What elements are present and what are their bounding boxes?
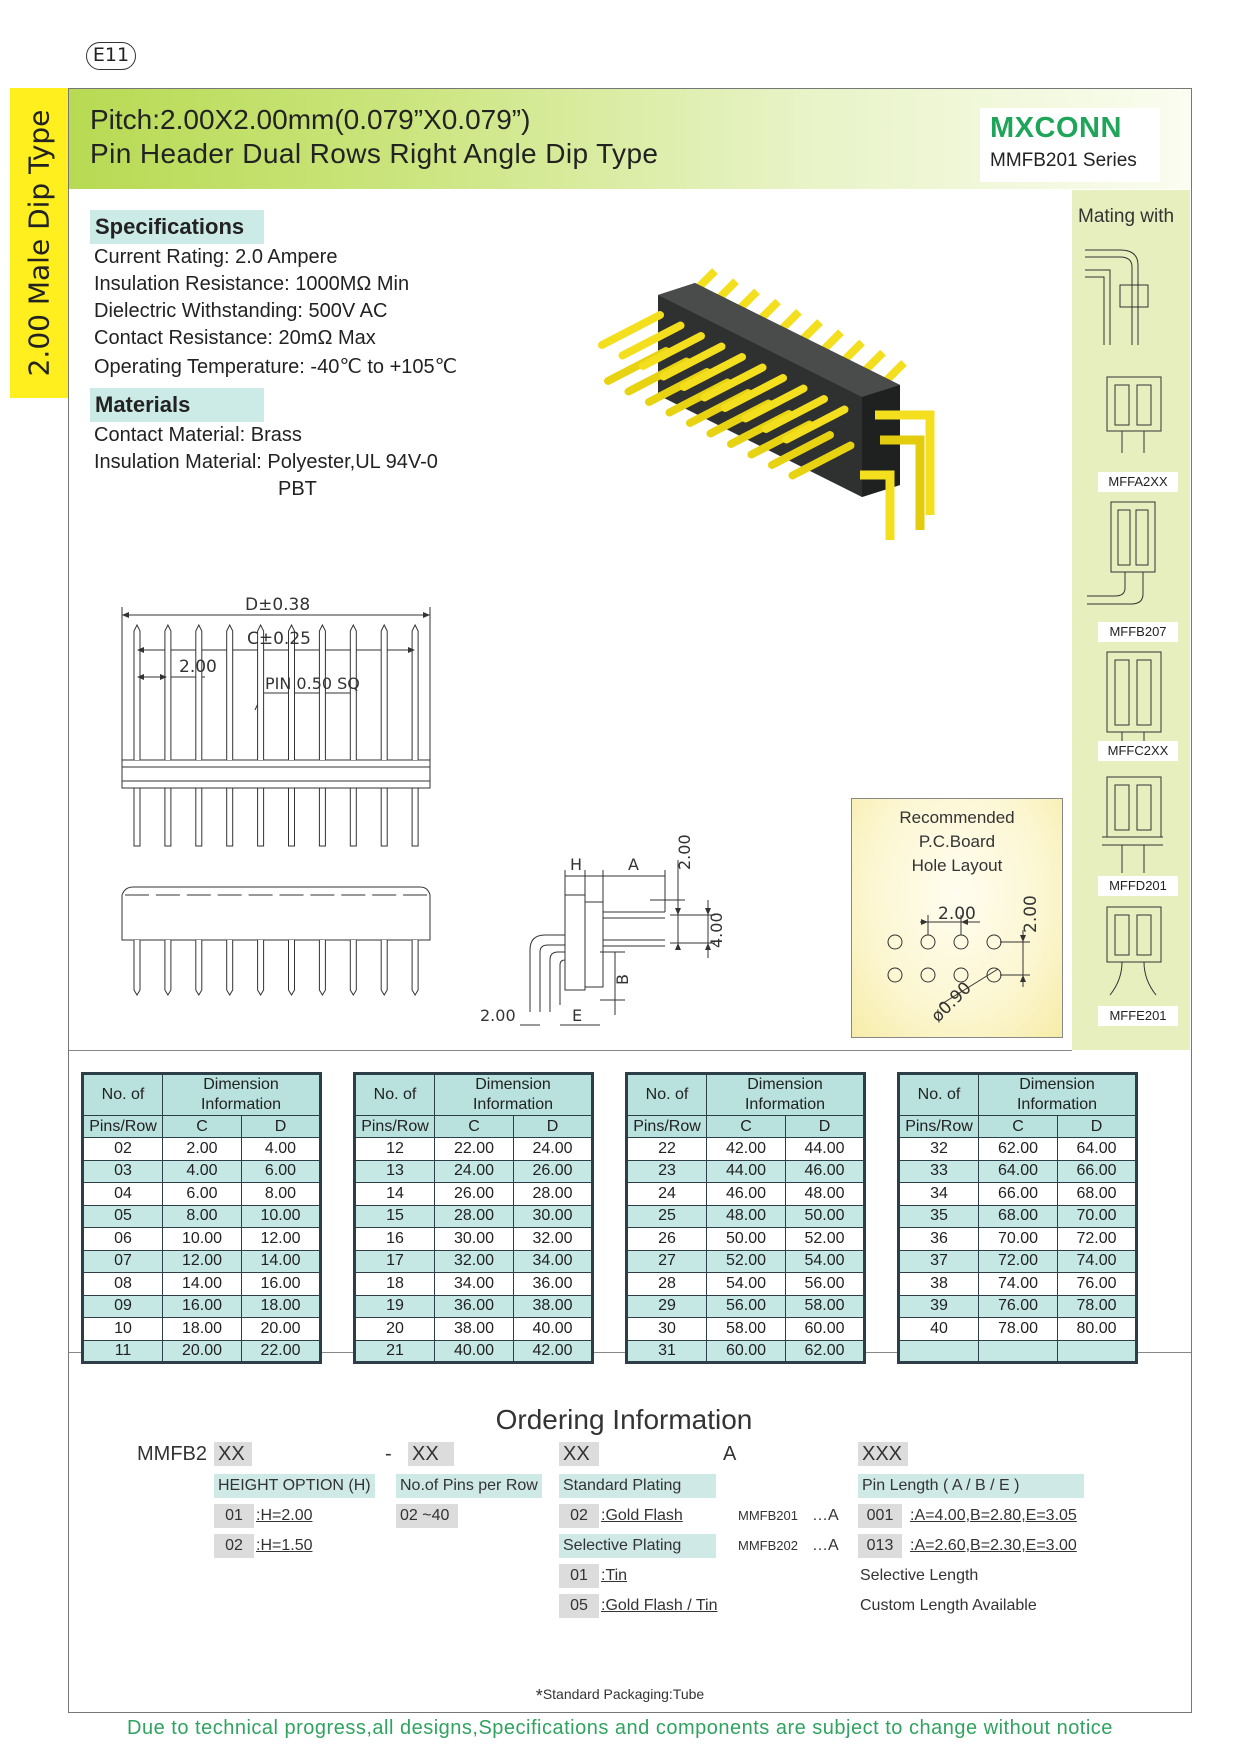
series-suffix: …A (812, 1507, 839, 1524)
table-cell: 11 (83, 1340, 163, 1363)
table-cell: 38.00 (435, 1318, 514, 1341)
selective-plating-value: :Gold Flash / Tin (601, 1597, 718, 1614)
table-cell: 16 (355, 1228, 435, 1251)
code-pins: XX (408, 1442, 454, 1466)
side-200-top-label: 2.00 (675, 834, 694, 870)
drawing-pin (412, 625, 418, 760)
table-cell: 8.00 (242, 1183, 321, 1206)
table-row (627, 1183, 865, 1206)
col-header-dimension: Dimension Information (707, 1074, 865, 1116)
table-cell: 50.00 (786, 1205, 865, 1228)
ordering-title: Ordering Information (495, 1404, 753, 1435)
part-prefix: MMFB2 (137, 1443, 207, 1465)
drawing-pin (258, 940, 264, 995)
pcb-pitch-x: 2.00 (938, 904, 976, 924)
material-line: Contact Material: Brass (94, 424, 302, 446)
drawing-pin (165, 940, 171, 995)
table-cell: 48.00 (786, 1183, 865, 1206)
table-cell: 74.00 (979, 1273, 1058, 1296)
table-cell: 60.00 (707, 1340, 786, 1363)
custom-length-text: Custom Length Available (860, 1597, 1037, 1614)
table-cell: 14.00 (163, 1273, 242, 1296)
pitch-label: 2.00 (179, 657, 217, 677)
height-option-value: :H=2.00 (256, 1507, 313, 1524)
table-cell: 42.00 (514, 1340, 593, 1363)
table-row (83, 1295, 321, 1318)
table-row (899, 1160, 1137, 1183)
col-header-count: No. of (627, 1074, 707, 1116)
table-cell: 18.00 (163, 1318, 242, 1341)
table-cell: 25 (627, 1205, 707, 1228)
table-cell: 12.00 (242, 1228, 321, 1251)
drawing-pin-tail (319, 788, 325, 846)
spec-line: Dielectric Withstanding: 500V AC (94, 300, 388, 322)
table-cell: 48.00 (707, 1205, 786, 1228)
selective-length-text: Selective Length (860, 1567, 979, 1584)
col-header-d: D (786, 1116, 865, 1138)
drawing-pin-tail (412, 788, 418, 846)
table-cell: 22.00 (435, 1138, 514, 1161)
table-cell: 76.00 (979, 1295, 1058, 1318)
table-row (899, 1183, 1137, 1206)
code-plating: XX (559, 1442, 599, 1466)
table-cell: 13 (355, 1160, 435, 1183)
table-cell: 54.00 (707, 1273, 786, 1296)
pcb-pitch-y: 2.00 (1021, 895, 1041, 933)
series-name: MMFB202 (738, 1538, 798, 1553)
front-view-drawing (115, 595, 445, 1000)
table-cell: 07 (83, 1250, 163, 1273)
standard-plating-label: Standard Plating (559, 1474, 716, 1498)
materials-heading: Materials (90, 388, 264, 422)
table-row (355, 1160, 593, 1183)
drawing-pin-tail (165, 788, 171, 846)
table-cell: 40.00 (435, 1340, 514, 1363)
table-cell: 68.00 (979, 1205, 1058, 1228)
table-cell: 09 (83, 1295, 163, 1318)
col-header-count: No. of (899, 1074, 979, 1116)
mating-drawing-header (1080, 235, 1180, 355)
selective-plating-label: Selective Plating (559, 1534, 716, 1558)
dimension-table-4 (897, 1072, 1138, 1364)
table-row (83, 1228, 321, 1251)
table-cell: 36.00 (435, 1295, 514, 1318)
table-cell: 16.00 (242, 1273, 321, 1296)
standard-plating-value: :Gold Flash (601, 1507, 683, 1524)
table-cell: 28 (627, 1273, 707, 1296)
table-cell: 18.00 (242, 1295, 321, 1318)
drawing-pin-tail (350, 788, 356, 846)
pcb-hole-diagram (870, 885, 1050, 1035)
height-option-code: 02 (214, 1534, 254, 1558)
table-cell: 36.00 (514, 1273, 593, 1296)
drawing-pin (319, 940, 325, 995)
page-code: E11 (86, 42, 136, 70)
header-title-line2: Pin Header Dual Rows Right Angle Dip Type (90, 138, 659, 169)
table-cell: 58.00 (707, 1318, 786, 1341)
dimension-table-2 (353, 1072, 594, 1364)
table-row (355, 1228, 593, 1251)
mating-label-mffd201: MFFD201 (1098, 876, 1178, 896)
drawing-pin (381, 625, 387, 760)
table-cell: 70.00 (979, 1228, 1058, 1251)
series-suffix: …A (812, 1537, 839, 1554)
table-cell: 28.00 (435, 1205, 514, 1228)
table-cell: 34 (899, 1183, 979, 1206)
drawing-pin-tail (134, 788, 140, 846)
table-cell: 50.00 (707, 1228, 786, 1251)
drawing-pin (412, 940, 418, 995)
table-cell: 26.00 (435, 1183, 514, 1206)
table-cell: 21 (355, 1340, 435, 1363)
mating-label-mffb207: MFFB207 (1098, 622, 1178, 642)
mating-title: Mating with (1078, 206, 1175, 227)
table-cell: 18 (355, 1273, 435, 1296)
table-row (83, 1138, 321, 1161)
pin-length-label: Pin Length ( A / B / E ) (858, 1474, 1084, 1498)
height-option-code: 01 (214, 1504, 254, 1528)
dimension-table-3 (625, 1072, 866, 1364)
drawing-pin (134, 625, 140, 760)
table-cell: 74.00 (1058, 1250, 1137, 1273)
mating-drawing-mffe201 (1100, 905, 1165, 1000)
table-cell: 17 (355, 1250, 435, 1273)
table-cell: 46.00 (707, 1183, 786, 1206)
table-cell: 30.00 (435, 1228, 514, 1251)
series-name: MMFB201 (738, 1508, 798, 1523)
table-row (627, 1273, 865, 1296)
table-cell: 30.00 (514, 1205, 593, 1228)
mating-label-mffc2xx: MFFC2XX (1098, 741, 1178, 761)
table-row (83, 1340, 321, 1363)
table-row (83, 1318, 321, 1341)
table-row (899, 1273, 1137, 1296)
table-cell: 30 (627, 1318, 707, 1341)
code-pin-length: XXX (858, 1442, 908, 1466)
table-row (355, 1205, 593, 1228)
table-cell: 23 (627, 1160, 707, 1183)
table-cell: 38.00 (514, 1295, 593, 1318)
col-header-d: D (514, 1116, 593, 1138)
table-cell: 78.00 (1058, 1295, 1137, 1318)
table-row (627, 1138, 865, 1161)
col-header-c: C (979, 1116, 1058, 1138)
table-cell: 68.00 (1058, 1183, 1137, 1206)
height-option-label: HEIGHT OPTION (H) (214, 1474, 375, 1498)
table-cell: 10 (83, 1318, 163, 1341)
table-cell: 6.00 (163, 1183, 242, 1206)
table-cell: 26.00 (514, 1160, 593, 1183)
table-cell: 34.00 (435, 1273, 514, 1296)
mating-drawing-mffd201 (1100, 775, 1165, 875)
table-row (83, 1183, 321, 1206)
table-cell: 54.00 (786, 1250, 865, 1273)
table-cell: 80.00 (1058, 1318, 1137, 1341)
table-cell: 35 (899, 1205, 979, 1228)
mating-drawing-mffa2xx (1105, 375, 1165, 455)
table-row (83, 1250, 321, 1273)
table-row (83, 1160, 321, 1183)
col-header-dimension: Dimension Information (163, 1074, 321, 1116)
table-row (83, 1205, 321, 1228)
side-tab-label: 2.00 Male Dip Type (22, 109, 56, 377)
table-row (899, 1250, 1137, 1273)
dim-c-label: C±0.25 (247, 629, 311, 649)
table-row (355, 1183, 593, 1206)
mating-drawing-mffb207 (1085, 500, 1165, 610)
brand-series: MMFB201 Series (990, 150, 1137, 171)
pcb-hole-size: ø0.90 (927, 978, 976, 1027)
table-row (627, 1205, 865, 1228)
packaging-note (0, 1686, 1240, 1707)
table-cell: 60.00 (786, 1318, 865, 1341)
table-cell: 39 (899, 1295, 979, 1318)
col-header-pins-row: Pins/Row (627, 1116, 707, 1138)
specifications-heading: Specifications (90, 210, 264, 244)
table-row (355, 1295, 593, 1318)
packaging-mark: * (535, 1686, 543, 1706)
spec-line: Contact Resistance: 20mΩ Max (94, 327, 376, 349)
spec-line: Current Rating: 2.0 Ampere (94, 246, 338, 268)
side-200-bottom-label: 2.00 (480, 1006, 516, 1025)
table-cell: 44.00 (707, 1160, 786, 1183)
side-view-drawing (470, 834, 730, 1035)
drawing-pin (350, 940, 356, 995)
table-cell: 52.00 (707, 1250, 786, 1273)
col-header-count: No. of (83, 1074, 163, 1116)
table-cell: 20.00 (163, 1340, 242, 1363)
pin-size-label: PIN 0.50 SQ (265, 674, 360, 693)
table-cell: 31 (627, 1340, 707, 1363)
table-cell: 28.00 (514, 1183, 593, 1206)
table-cell: 38 (899, 1273, 979, 1296)
table-cell: 06 (83, 1228, 163, 1251)
table-cell: 15 (355, 1205, 435, 1228)
table-cell: 32 (899, 1138, 979, 1161)
brand-name: MXCONN (990, 112, 1122, 144)
drawing-pin (289, 940, 295, 995)
table-cell: 32.00 (435, 1250, 514, 1273)
side-400-label: 4.00 (707, 912, 726, 948)
table-cell: 72.00 (979, 1250, 1058, 1273)
table-row (627, 1160, 865, 1183)
table-cell: 16.00 (163, 1295, 242, 1318)
header-title-line1: Pitch:2.00X2.00mm(0.079”X0.079”) (90, 104, 531, 135)
standard-plating-code: 02 (559, 1504, 599, 1528)
mating-label-mffe201: MFFE201 (1098, 1006, 1178, 1026)
table-cell: 14 (355, 1183, 435, 1206)
table-cell: 19 (355, 1295, 435, 1318)
drawing-pin-tail (289, 788, 295, 846)
selective-plating-value: :Tin (601, 1567, 628, 1584)
col-header-pins-row: Pins/Row (83, 1116, 163, 1138)
table-cell: 62.00 (786, 1340, 865, 1363)
material-line: PBT (278, 478, 317, 500)
drawing-pin-tail (258, 788, 264, 846)
table-row (83, 1273, 321, 1296)
col-header-pins-row: Pins/Row (899, 1116, 979, 1138)
table-cell: 6.00 (242, 1160, 321, 1183)
selective-plating-code: 05 (559, 1594, 599, 1618)
table-row (627, 1250, 865, 1273)
table-cell: 52.00 (786, 1228, 865, 1251)
table-row (355, 1273, 593, 1296)
table-cell: 22 (627, 1138, 707, 1161)
col-header-pins-row: Pins/Row (355, 1116, 435, 1138)
table-row (627, 1228, 865, 1251)
table-cell: 05 (83, 1205, 163, 1228)
table-cell: 24 (627, 1183, 707, 1206)
table-row (899, 1295, 1137, 1318)
table-cell: 26 (627, 1228, 707, 1251)
drawing-pin (196, 940, 202, 995)
side-tab (10, 88, 68, 398)
height-option-value: :H=1.50 (256, 1537, 313, 1554)
table-row (627, 1295, 865, 1318)
product-render (600, 275, 1010, 555)
drawing-pin (381, 940, 387, 995)
table-cell: 2.00 (163, 1138, 242, 1161)
table-cell: 03 (83, 1160, 163, 1183)
table-cell: 36 (899, 1228, 979, 1251)
side-b-label: B (613, 974, 632, 985)
packaging-text: Standard Packaging:Tube (542, 1686, 705, 1702)
table-cell: 20.00 (242, 1318, 321, 1341)
drawing-pin (165, 625, 171, 760)
pin-length-code: 001 (858, 1504, 902, 1528)
col-header-d: D (242, 1116, 321, 1138)
table-cell: 08 (83, 1273, 163, 1296)
col-header-dimension: Dimension Information (979, 1074, 1137, 1116)
table-cell: 66.00 (979, 1183, 1058, 1206)
notice-footer: Due to technical progress,all designs,Specifications and components are subject to change without notice (127, 1717, 1113, 1739)
table-cell: 78.00 (979, 1318, 1058, 1341)
col-header-c: C (163, 1116, 242, 1138)
drawing-pin (227, 940, 233, 995)
dim-d-label: D±0.38 (245, 595, 311, 615)
table-cell: 24.00 (514, 1138, 593, 1161)
table-row (899, 1138, 1137, 1161)
side-e-label: E (572, 1006, 583, 1025)
table-cell: 58.00 (786, 1295, 865, 1318)
section-divider (69, 1050, 1072, 1051)
side-h-label: H (570, 855, 583, 874)
table-row (627, 1318, 865, 1341)
drawing-pin (134, 940, 140, 995)
table-cell (1058, 1340, 1137, 1363)
table-row (899, 1205, 1137, 1228)
table-row (899, 1318, 1137, 1341)
table-cell: 64.00 (979, 1160, 1058, 1183)
material-line: Insulation Material: Polyester,UL 94V-0 (94, 451, 438, 473)
drawing-pin (227, 625, 233, 760)
table-cell: 10.00 (163, 1228, 242, 1251)
table-cell: 62.00 (979, 1138, 1058, 1161)
table-cell: 22.00 (242, 1340, 321, 1363)
table-cell: 72.00 (1058, 1228, 1137, 1251)
table-cell: 8.00 (163, 1205, 242, 1228)
table-cell: 02 (83, 1138, 163, 1161)
table-cell: 10.00 (242, 1205, 321, 1228)
table-cell: 14.00 (242, 1250, 321, 1273)
spec-line: Operating Temperature: -40℃ to +105℃ (94, 356, 458, 378)
col-header-dimension: Dimension Information (435, 1074, 593, 1116)
table-cell: 40 (899, 1318, 979, 1341)
table-cell: 42.00 (707, 1138, 786, 1161)
table-cell: 40.00 (514, 1318, 593, 1341)
table-cell: 27 (627, 1250, 707, 1273)
table-cell: 64.00 (1058, 1138, 1137, 1161)
table-cell: 32.00 (514, 1228, 593, 1251)
table-row (899, 1228, 1137, 1251)
table-row (355, 1340, 593, 1363)
drawing-pin (196, 625, 202, 760)
pcb-title-line2: P.C.Board (918, 832, 996, 851)
table-cell: 66.00 (1058, 1160, 1137, 1183)
table-row (899, 1340, 1137, 1363)
pcb-title-line1: Recommended (899, 808, 1015, 827)
dimension-table-1 (81, 1072, 322, 1364)
table-cell: 29 (627, 1295, 707, 1318)
pin-length-value: :A=4.00,B=2.80,E=3.05 (910, 1507, 1077, 1524)
pins-per-row-label: No.of Pins per Row (396, 1474, 542, 1498)
col-header-c: C (435, 1116, 514, 1138)
table-row (355, 1318, 593, 1341)
pin-length-value: :A=2.60,B=2.30,E=3.00 (910, 1537, 1077, 1554)
table-cell: 20 (355, 1318, 435, 1341)
table-cell: 4.00 (163, 1160, 242, 1183)
col-header-c: C (707, 1116, 786, 1138)
mating-label-mffa2xx: MFFA2XX (1098, 472, 1178, 492)
table-cell: 56.00 (786, 1273, 865, 1296)
drawing-pin-tail (196, 788, 202, 846)
table-row (627, 1340, 865, 1363)
mating-drawing-mffc2xx (1105, 650, 1165, 745)
spec-line: Insulation Resistance: 1000MΩ Min (94, 273, 410, 295)
table-cell: 70.00 (1058, 1205, 1137, 1228)
table-cell: 24.00 (435, 1160, 514, 1183)
selective-plating-code: 01 (559, 1564, 599, 1588)
col-header-count: No. of (355, 1074, 435, 1116)
table-cell: 12 (355, 1138, 435, 1161)
table-cell: 56.00 (707, 1295, 786, 1318)
table-cell: 44.00 (786, 1138, 865, 1161)
code-dash: - (385, 1443, 392, 1465)
pins-per-row-range: 02 ~40 (396, 1504, 458, 1528)
code-series-suffix: A (723, 1443, 737, 1465)
table-cell: 46.00 (786, 1160, 865, 1183)
pin-length-code: 013 (858, 1534, 902, 1558)
table-cell: 76.00 (1058, 1273, 1137, 1296)
col-header-d: D (1058, 1116, 1137, 1138)
table-cell: 4.00 (242, 1138, 321, 1161)
table-cell (899, 1340, 979, 1363)
table-row (355, 1138, 593, 1161)
code-height: XX (214, 1442, 252, 1466)
drawing-pin-tail (227, 788, 233, 846)
table-cell (979, 1340, 1058, 1363)
drawing-pin-tail (381, 788, 387, 846)
side-a-label: A (628, 855, 639, 874)
table-cell: 34.00 (514, 1250, 593, 1273)
table-cell: 04 (83, 1183, 163, 1206)
table-cell: 37 (899, 1250, 979, 1273)
table-cell: 33 (899, 1160, 979, 1183)
table-row (355, 1250, 593, 1273)
table-cell: 12.00 (163, 1250, 242, 1273)
pcb-title-line3: Hole Layout (911, 856, 1003, 875)
